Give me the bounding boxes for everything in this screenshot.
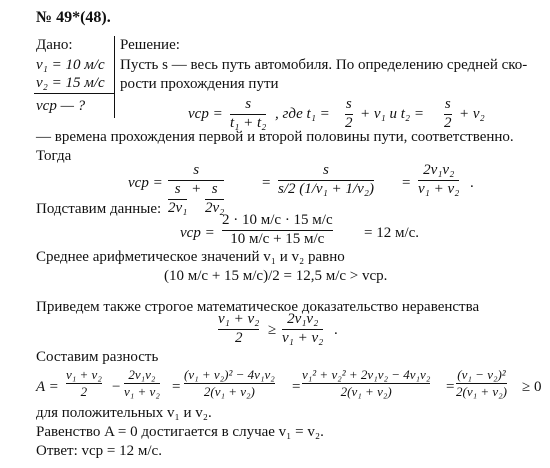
formula-2-sub-a-num: s [174, 180, 181, 197]
given-divider [34, 93, 114, 94]
solution-para-1b: рости прохождения пути [120, 76, 279, 92]
formula-1-t1-rest: + v₁ и t₂ = [360, 106, 424, 122]
formula-1-t1-den: 2 [345, 114, 353, 131]
formula-2-frac-1-num: s [193, 162, 200, 178]
formula-5-eq-2: = [292, 379, 301, 395]
solution-para-9: для положительных v₁ и v₂. [36, 405, 212, 421]
given-v2: v₂ = 15 м/с [36, 75, 105, 91]
formula-5-b-den: v₁ + v₂ [124, 383, 160, 399]
formula-5-lhs: A = [36, 379, 59, 395]
formula-5-frac-c [184, 368, 275, 398]
solution-para-5: Среднее арифметическое значений v₁ и v₂ равно [36, 249, 345, 265]
formula-4-den-2: v₁ + v₂ [282, 329, 324, 346]
formula-5-e-num: (v₁ − v₂)² [457, 367, 506, 382]
formula-1-where: , где t₁ = [275, 106, 330, 122]
formula-5-eq-3: = [446, 379, 455, 395]
given-find: vср — ? [36, 98, 86, 114]
formula-2-frac-3-num: 2v₁v₂ [423, 162, 455, 178]
formula-5-b-num: 2v₁v₂ [128, 367, 156, 382]
formula-4-num-2: 2v₁v₂ [287, 311, 319, 327]
formula-5-eq-1: = [172, 379, 181, 395]
formula-5-a-num: v₁ + v₂ [66, 367, 102, 382]
formula-5-d-den: 2(v₁ + v₂) [340, 383, 392, 399]
formula-4-period: . [334, 322, 338, 338]
solution-para-8: Составим разность [36, 349, 159, 365]
solution-para-6: (10 м/с + 15 м/с)/2 = 12,5 м/с > vср. [164, 268, 388, 284]
formula-1-num: s [245, 96, 252, 112]
solution-para-4: Подставим данные: [36, 201, 162, 217]
given-title: Дано: [36, 37, 73, 53]
formula-5-frac-b [124, 368, 160, 398]
formula-1-fraction [230, 97, 266, 132]
formula-4-den-1: 2 [234, 329, 243, 346]
formula-4-ge: ≥ [268, 322, 277, 338]
formula-5-c-num: (v₁ + v₂)² − 4v₁v₂ [184, 367, 275, 382]
formula-5-frac-a [66, 368, 102, 398]
formula-2-sub-b-num: s [211, 180, 218, 197]
formula-1-t2-den: 2 [444, 114, 452, 131]
formula-3-fraction [222, 213, 333, 248]
formula-5-a-den: 2 [80, 383, 88, 399]
formula-5-e-den: 2(v₁ + v₂) [456, 383, 508, 399]
formula-2-plus: + [191, 180, 202, 197]
problem-number: № 49*(48). [36, 9, 111, 26]
solution-para-3: Тогда [36, 148, 72, 164]
formula-2-lhs: vср = [128, 175, 163, 191]
formula-5-frac-e [456, 368, 507, 398]
formula-1-t2-rest: + v₂ [459, 106, 485, 122]
formula-2-period: . [470, 175, 474, 191]
formula-2-eq-1: = [262, 175, 271, 191]
formula-4-frac-2 [282, 312, 323, 347]
formula-1-den: t₁ + t₂ [230, 114, 267, 131]
formula-2-sub-b-den: 2v₂ [205, 199, 225, 216]
formula-5-minus: − [112, 379, 121, 395]
formula-5-c-den: 2(v₁ + v₂) [203, 383, 255, 399]
formula-2-sub-a [168, 182, 187, 217]
formula-3-lhs: vср = [180, 225, 215, 241]
formula-2-frac-2 [278, 163, 374, 198]
solution-para-2: — времена прохождения первой и второй половины пути, соответственно. [36, 129, 514, 145]
solution-title: Решение: [120, 37, 180, 53]
formula-3-rhs: = 12 м/с. [364, 225, 420, 241]
formula-1-lhs: vср = [188, 106, 223, 122]
given-v1: v₁ = 10 м/с [36, 57, 105, 73]
formula-5-frac-d [302, 368, 430, 398]
formula-2-sub-a-den: 2v₁ [168, 199, 188, 216]
solution-para-10: Равенство A = 0 достигается в случае v₁ = v₂. [36, 424, 324, 440]
formula-1-t2-fraction [444, 97, 452, 132]
formula-1-t1-fraction [345, 97, 353, 132]
formula-3-den: 10 м/с + 15 м/с [230, 230, 325, 247]
formula-2-frac-1-den [168, 182, 224, 217]
formula-2-frac-3-den: v₁ + v₂ [418, 180, 460, 197]
formula-5-d-num: v₁² + v₂² + 2v₁v₂ − 4v₁v₂ [302, 367, 431, 382]
formula-5-rhs: ≥ 0 [522, 379, 542, 395]
formula-4-frac-1 [218, 312, 259, 347]
formula-1-t1-num: s [345, 96, 352, 112]
formula-2-frac-2-num: s [323, 162, 329, 178]
solution-para-7: Приведем также строгое математическое доказательство неравенства [36, 299, 480, 315]
formula-2-frac-2-den: s/2 (1/v₁ + 1/v₂) [278, 180, 374, 197]
formula-2-frac-1 [168, 163, 224, 216]
formula-2-eq-2: = [402, 175, 411, 191]
answer: Ответ: vср = 12 м/с. [36, 443, 162, 459]
formula-4-num-1: v₁ + v₂ [218, 311, 260, 327]
formula-3-num: 2 · 10 м/с · 15 м/с [222, 212, 333, 228]
formula-2-frac-3 [418, 163, 459, 198]
solution-para-1a: Пусть s — весь путь автомобиля. По определению средней ско- [120, 57, 528, 73]
given-vertical-divider [114, 36, 115, 118]
formula-1-t2-num: s [444, 96, 451, 112]
